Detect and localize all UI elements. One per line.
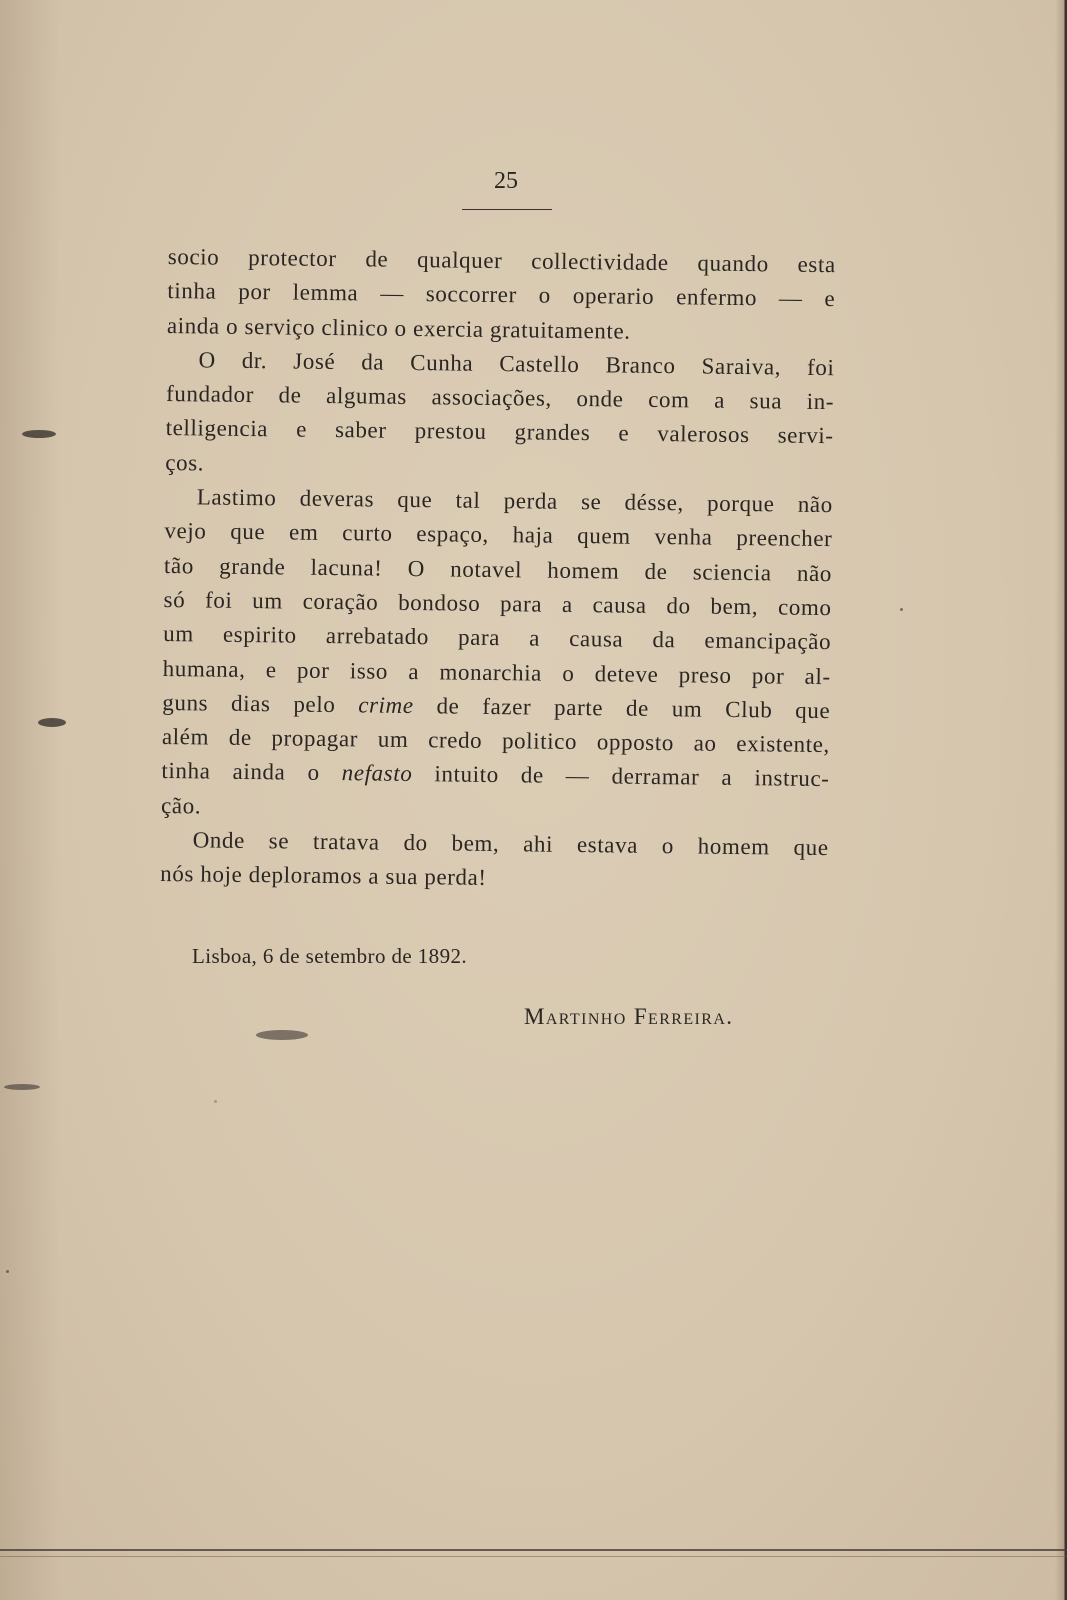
ink-blot: [4, 1084, 40, 1090]
text-segment: de fazer parte de um Club que: [413, 692, 831, 723]
ink-blot: [38, 718, 66, 727]
italic-word: crime: [358, 692, 414, 718]
bottom-edge-line-secondary: [0, 1556, 1067, 1557]
text-line: ainda o serviço clinico o exercia gratuitamente.: [166, 312, 631, 344]
text-line: tão grande lacuna! O notavel homem de sciencia não: [163, 552, 833, 586]
italic-word: nefasto: [341, 760, 413, 787]
text-line: nós hoje deploramos a sua perda!: [160, 861, 487, 891]
bottom-edge-line: [0, 1549, 1067, 1551]
speck: [6, 1270, 9, 1273]
text-segment: tinha ainda o: [161, 758, 342, 786]
text-line: ços.: [165, 449, 205, 476]
text-line: fundador de algumas associações, onde com a sua in-: [165, 381, 835, 415]
text-line: além de propagar um credo politico opposto ao existente,: [161, 724, 831, 758]
text-line: tinha por lemma — soccorrer o operario enfermo — e: [167, 278, 836, 312]
text-segment: guns dias pelo: [162, 689, 359, 718]
text-line: ção.: [160, 792, 202, 819]
text-line: vejo que em curto espaço, haja quem venha preencher: [164, 518, 833, 552]
page-left-shadow: [0, 0, 60, 1600]
ink-blot: [22, 430, 56, 438]
page-number-rule: [462, 209, 552, 210]
text-line: Onde se tratava do bem, ahi estava o homem que: [192, 827, 829, 861]
text-line: um espirito arrebatado para a causa da emancipação: [163, 621, 832, 655]
speck: [214, 1100, 217, 1103]
dateline: Lisboa, 6 de setembro de 1892.: [192, 944, 468, 968]
body-text: [160, 240, 836, 900]
page-right-edge: [1055, 0, 1067, 1600]
text-line: socio protector de qualquer collectividade quando esta: [167, 243, 836, 278]
page-number: 25: [494, 168, 518, 194]
text-line: telligencia e saber prestou grandes e valerosos servi-: [165, 415, 834, 449]
text-line: Lastimo deveras que tal perda se désse, porque não: [196, 484, 833, 518]
text-line: humana, e por isso a monarchia o deteve preso por al-: [162, 655, 831, 689]
text-line: só foi um coração bondoso para a causa do bem, como: [163, 586, 832, 621]
author-signature: Martinho Ferreira.: [524, 1004, 734, 1029]
text-segment: intuito de — derramar a instruc-: [412, 761, 830, 792]
ink-blot: [256, 1030, 308, 1040]
speck: [900, 608, 903, 611]
text-line: O dr. José da Cunha Castello Branco Saraiva, foi: [198, 347, 835, 381]
